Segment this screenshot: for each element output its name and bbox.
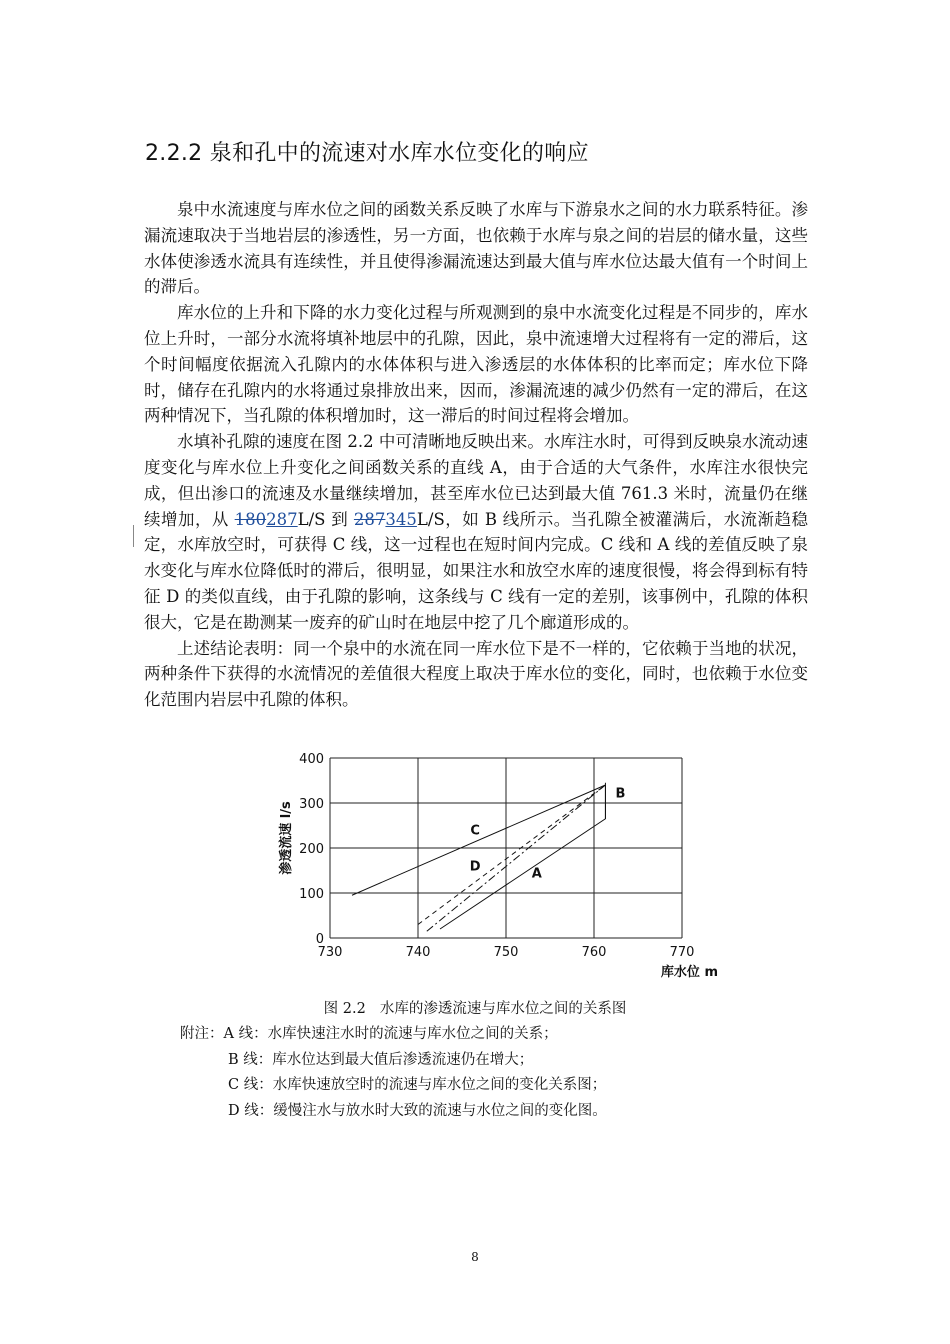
- x-tick-label: 750: [493, 945, 519, 960]
- paragraph-3-part-b: L/S 到: [297, 509, 354, 529]
- figure-notes: [180, 1022, 607, 1124]
- series-line-a: [440, 785, 605, 929]
- annotation-label-b: B: [615, 786, 626, 802]
- note-b: B 线：库水位达到最大值后渗透流速仍在增大；: [228, 1051, 534, 1068]
- page-number: 8: [471, 1250, 479, 1264]
- y-axis-label: 渗透流速 l/s: [279, 801, 294, 875]
- note-a: 附注：A 线：水库快速注水时的流速与库水位之间的关系；: [180, 1026, 558, 1042]
- y-tick-label: 0: [315, 932, 324, 947]
- paragraph-3: [144, 429, 808, 635]
- paragraph-2: 库水位的上升和下降的水力变化过程与所观测到的泉中水流变化过程是不同步的，库水位上升时，一部分水流将填补地层中的孔隙，因此，泉中流速增大过程将有一定的滞后，这个时间幅度依据流入孔隙内的水体体积与进入渗透层的水体体积的比率而定；库水位下降时，储存在孔隙内的水将通过泉排放出来，因而，渗漏流速的减少仍然有一定的滞后，在这两种情况下，当孔隙的体积增加时，这一滞后的时间过程将会增加。: [144, 303, 808, 426]
- x-tick-label: 760: [581, 945, 607, 960]
- annotation-label-c: C: [470, 823, 480, 839]
- inserted-text: 345: [385, 509, 417, 529]
- x-tick-label: 770: [669, 945, 695, 960]
- annotation-label-a: A: [531, 866, 542, 882]
- figure-caption: [0, 997, 950, 1018]
- note-c: C 线：水库快速放空时的流速与库水位之间的变化关系图；: [228, 1077, 607, 1093]
- y-tick-label: 300: [299, 797, 324, 812]
- deleted-text: 287: [353, 509, 386, 529]
- note-d: D 线：缓慢注水与放水时大致的流速与水位之间的变化图。: [228, 1102, 607, 1119]
- y-tick-label: 100: [299, 887, 324, 902]
- paragraph-4: 上述结论表明：同一个泉中的水流在同一库水位下是不一样的，它依赖于当地的状况，两种条件下获得的水流情况的差值很大程度上取决于库水位的变化，同时，也依赖于水位变化范围内岩层中孔隙的体积。: [144, 638, 808, 710]
- paragraph-3-part-c: L/S，如 B 线所示。当孔隙全被灌满后，水流渐趋稳定，水库放空时，可获得 C 线，这一过程也在短时间内完成。C 线和 A 线的差值反映了泉水变化与库水位降低时的滞后，很明显，如果注水和放空水库的速度很慢，将会得到标有特征 D 的类似直线，由于孔隙的影响，这条线与 C 线有一定的差别，该事例中，孔隙的体积很大，它是在勘测某一废弃的矿山时在地层中挖了几个廊道形成的。: [144, 509, 809, 632]
- paragraph-3-part-a: 水填补孔隙的速度在图 2.2 中可清晰地反映出来。水库注水时，可得到反映泉水流动速度变化与库水位上升变化之间函数关系的直线 A，由于合适的大气条件，水库注水很快完成，但出渗口的流速及水量继续增加，甚至库水位已达到最大值 761.3 米时，流量仍在继续增加，从: [144, 432, 808, 529]
- chart-svg: [270, 746, 730, 986]
- revision-bar: [133, 525, 134, 547]
- caption-label: 图 2.2: [323, 1001, 366, 1017]
- series-line-d-dashdot: [427, 785, 606, 931]
- paragraph-1: 泉中水流速度与库水位之间的函数关系反映了水库与下游泉水之间的水力联系特征。渗漏流速取决于当地岩层的渗透性，另一方面，也依赖于水库与泉之间的岩层的储水量，这些水体使渗透水流具有连续性，并且使得渗漏流速达到最大值与库水位达最大值有一个时间上的滞后。: [144, 200, 808, 297]
- annotation-label-d: D: [469, 859, 481, 875]
- y-tick-label: 400: [299, 752, 324, 767]
- caption-text: 水库的渗透流速与库水位之间的关系图: [379, 1001, 627, 1017]
- x-tick-label: 740: [405, 945, 431, 960]
- y-tick-label: 200: [299, 842, 324, 857]
- body-text: [144, 197, 808, 713]
- chart: [270, 746, 730, 986]
- x-axis-label: 库水位 m: [660, 965, 718, 980]
- inserted-text: 287: [266, 509, 298, 529]
- deleted-text: 180: [234, 509, 267, 529]
- x-tick-label: 730: [317, 945, 343, 960]
- section-heading: 2.2.2 泉和孔中的流速对水库水位变化的响应: [145, 141, 589, 166]
